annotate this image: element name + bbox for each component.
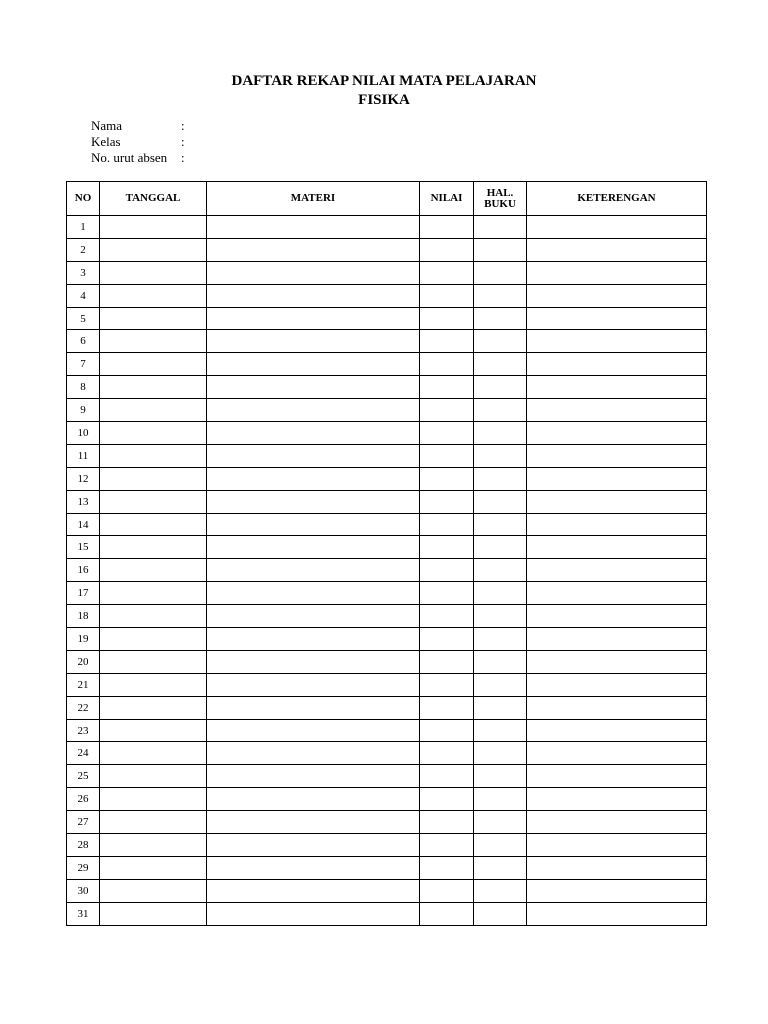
tanggal-cell <box>100 559 207 582</box>
nilai-cell <box>420 902 474 925</box>
row-number: 11 <box>67 444 100 467</box>
hal-buku-cell <box>474 673 527 696</box>
materi-cell <box>207 605 420 628</box>
keterangan-cell <box>527 834 707 857</box>
hal-buku-cell <box>474 582 527 605</box>
nilai-cell <box>420 261 474 284</box>
table-row <box>67 811 707 834</box>
materi-cell <box>207 902 420 925</box>
materi-cell <box>207 811 420 834</box>
tanggal-cell <box>100 742 207 765</box>
tanggal-cell <box>100 467 207 490</box>
hal-buku-cell <box>474 422 527 445</box>
row-number: 12 <box>67 467 100 490</box>
keterangan-cell <box>527 765 707 788</box>
hal-buku-cell <box>474 238 527 261</box>
nilai-cell <box>420 238 474 261</box>
row-number: 25 <box>67 765 100 788</box>
subject-title: FISIKA <box>358 92 410 108</box>
header-tanggal: TANGGAL <box>100 182 207 216</box>
keterangan-cell <box>527 879 707 902</box>
keterangan-cell <box>527 307 707 330</box>
tanggal-cell <box>100 216 207 239</box>
table-row <box>67 330 707 353</box>
nilai-cell <box>420 444 474 467</box>
hal-buku-cell <box>474 856 527 879</box>
info-row-nama <box>91 118 291 134</box>
nilai-cell <box>420 467 474 490</box>
keterangan-cell <box>527 284 707 307</box>
materi-cell <box>207 765 420 788</box>
tanggal-cell <box>100 536 207 559</box>
hal-buku-cell <box>474 216 527 239</box>
row-number: 29 <box>67 856 100 879</box>
info-label: Kelas <box>91 134 121 149</box>
keterangan-cell <box>527 399 707 422</box>
materi-cell <box>207 330 420 353</box>
materi-cell <box>207 284 420 307</box>
header-materi: MATERI <box>207 182 420 216</box>
table-row <box>67 467 707 490</box>
keterangan-cell <box>527 628 707 651</box>
table-header-row <box>67 182 707 216</box>
header-hal-buku <box>474 182 527 216</box>
nilai-cell <box>420 605 474 628</box>
materi-cell <box>207 834 420 857</box>
materi-cell <box>207 444 420 467</box>
table-row <box>67 284 707 307</box>
hal-buku-cell <box>474 261 527 284</box>
row-number: 28 <box>67 834 100 857</box>
tanggal-cell <box>100 856 207 879</box>
hal-buku-cell <box>474 696 527 719</box>
tanggal-cell <box>100 490 207 513</box>
hal-buku-cell <box>474 353 527 376</box>
nilai-cell <box>420 513 474 536</box>
header-keterangan: KETERENGAN <box>527 182 707 216</box>
table-row <box>67 399 707 422</box>
header-nilai: NILAI <box>420 182 474 216</box>
keterangan-cell <box>527 742 707 765</box>
nilai-cell <box>420 856 474 879</box>
hal-buku-cell <box>474 284 527 307</box>
tanggal-cell <box>100 513 207 536</box>
keterangan-cell <box>527 353 707 376</box>
materi-cell <box>207 353 420 376</box>
row-number: 6 <box>67 330 100 353</box>
nilai-cell <box>420 216 474 239</box>
tanggal-cell <box>100 605 207 628</box>
row-number: 20 <box>67 650 100 673</box>
table-row <box>67 444 707 467</box>
materi-cell <box>207 536 420 559</box>
materi-cell <box>207 422 420 445</box>
row-number: 13 <box>67 490 100 513</box>
nilai-cell <box>420 673 474 696</box>
keterangan-cell <box>527 559 707 582</box>
tanggal-cell <box>100 353 207 376</box>
keterangan-cell <box>527 856 707 879</box>
materi-cell <box>207 307 420 330</box>
table-row <box>67 238 707 261</box>
row-number: 1 <box>67 216 100 239</box>
materi-cell <box>207 879 420 902</box>
keterangan-cell <box>527 902 707 925</box>
row-number: 9 <box>67 399 100 422</box>
materi-cell <box>207 696 420 719</box>
nilai-cell <box>420 742 474 765</box>
table-row <box>67 307 707 330</box>
table-row <box>67 765 707 788</box>
row-number: 8 <box>67 376 100 399</box>
nilai-cell <box>420 834 474 857</box>
nilai-cell <box>420 879 474 902</box>
keterangan-cell <box>527 422 707 445</box>
keterangan-cell <box>527 811 707 834</box>
nilai-cell <box>420 353 474 376</box>
grade-recap-table <box>66 181 707 926</box>
row-number: 27 <box>67 811 100 834</box>
hal-buku-cell <box>474 399 527 422</box>
keterangan-cell <box>527 376 707 399</box>
tanggal-cell <box>100 307 207 330</box>
row-number: 18 <box>67 605 100 628</box>
nilai-cell <box>420 490 474 513</box>
nilai-cell <box>420 719 474 742</box>
materi-cell <box>207 261 420 284</box>
tanggal-cell <box>100 696 207 719</box>
row-number: 31 <box>67 902 100 925</box>
keterangan-cell <box>527 216 707 239</box>
row-number: 4 <box>67 284 100 307</box>
tanggal-cell <box>100 376 207 399</box>
table-row <box>67 536 707 559</box>
hal-buku-cell <box>474 490 527 513</box>
student-info <box>91 118 291 166</box>
materi-cell <box>207 490 420 513</box>
row-number: 17 <box>67 582 100 605</box>
tanggal-cell <box>100 330 207 353</box>
tanggal-cell <box>100 902 207 925</box>
nilai-cell <box>420 284 474 307</box>
materi-cell <box>207 788 420 811</box>
nilai-cell <box>420 811 474 834</box>
materi-cell <box>207 650 420 673</box>
tanggal-cell <box>100 879 207 902</box>
keterangan-cell <box>527 582 707 605</box>
hal-buku-cell <box>474 628 527 651</box>
hal-buku-cell <box>474 536 527 559</box>
info-label: Nama <box>91 118 123 133</box>
keterangan-cell <box>527 238 707 261</box>
nilai-cell <box>420 330 474 353</box>
hal-buku-cell <box>474 559 527 582</box>
header-hal-buku-line2: BUKU <box>484 197 516 210</box>
table-row <box>67 742 707 765</box>
materi-cell <box>207 628 420 651</box>
table-row <box>67 788 707 811</box>
row-number: 26 <box>67 788 100 811</box>
row-number: 2 <box>67 238 100 261</box>
nilai-cell <box>420 559 474 582</box>
row-number: 5 <box>67 307 100 330</box>
hal-buku-cell <box>474 444 527 467</box>
hal-buku-cell <box>474 879 527 902</box>
tanggal-cell <box>100 628 207 651</box>
table-row <box>67 261 707 284</box>
hal-buku-cell <box>474 902 527 925</box>
keterangan-cell <box>527 605 707 628</box>
materi-cell <box>207 513 420 536</box>
hal-buku-cell <box>474 719 527 742</box>
materi-cell <box>207 856 420 879</box>
materi-cell <box>207 238 420 261</box>
nilai-cell <box>420 696 474 719</box>
hal-buku-cell <box>474 376 527 399</box>
row-number: 21 <box>67 673 100 696</box>
row-number: 22 <box>67 696 100 719</box>
row-number: 24 <box>67 742 100 765</box>
tanggal-cell <box>100 582 207 605</box>
keterangan-cell <box>527 467 707 490</box>
hal-buku-cell <box>474 605 527 628</box>
keterangan-cell <box>527 330 707 353</box>
row-number: 3 <box>67 261 100 284</box>
table-row <box>67 628 707 651</box>
row-number: 23 <box>67 719 100 742</box>
hal-buku-cell <box>474 742 527 765</box>
row-number: 15 <box>67 536 100 559</box>
table-row <box>67 673 707 696</box>
keterangan-cell <box>527 788 707 811</box>
row-number: 7 <box>67 353 100 376</box>
materi-cell <box>207 673 420 696</box>
nilai-cell <box>420 582 474 605</box>
tanggal-cell <box>100 399 207 422</box>
hal-buku-cell <box>474 834 527 857</box>
tanggal-cell <box>100 811 207 834</box>
header-hal-buku-line1: HAL. <box>486 186 514 199</box>
materi-cell <box>207 742 420 765</box>
table-row <box>67 902 707 925</box>
table-row <box>67 513 707 536</box>
tanggal-cell <box>100 238 207 261</box>
row-number: 14 <box>67 513 100 536</box>
keterangan-cell <box>527 261 707 284</box>
tanggal-cell <box>100 673 207 696</box>
table-row <box>67 559 707 582</box>
keterangan-cell <box>527 536 707 559</box>
table-body <box>67 216 707 926</box>
keterangan-cell <box>527 513 707 536</box>
keterangan-cell <box>527 719 707 742</box>
header-no: NO <box>67 182 100 216</box>
table-row <box>67 490 707 513</box>
materi-cell <box>207 216 420 239</box>
hal-buku-cell <box>474 765 527 788</box>
table-row <box>67 879 707 902</box>
info-colon: : <box>181 134 185 149</box>
materi-cell <box>207 467 420 490</box>
row-number: 30 <box>67 879 100 902</box>
table-row <box>67 582 707 605</box>
table-row <box>67 605 707 628</box>
nilai-cell <box>420 650 474 673</box>
tanggal-cell <box>100 765 207 788</box>
tanggal-cell <box>100 444 207 467</box>
keterangan-cell <box>527 696 707 719</box>
hal-buku-cell <box>474 467 527 490</box>
table-row <box>67 376 707 399</box>
table-row <box>67 422 707 445</box>
row-number: 16 <box>67 559 100 582</box>
table-row <box>67 650 707 673</box>
materi-cell <box>207 582 420 605</box>
nilai-cell <box>420 399 474 422</box>
nilai-cell <box>420 307 474 330</box>
document-title: DAFTAR REKAP NILAI MATA PELAJARAN <box>231 73 537 89</box>
hal-buku-cell <box>474 811 527 834</box>
row-number: 10 <box>67 422 100 445</box>
table-row <box>67 834 707 857</box>
nilai-cell <box>420 765 474 788</box>
nilai-cell <box>420 628 474 651</box>
tanggal-cell <box>100 834 207 857</box>
tanggal-cell <box>100 788 207 811</box>
materi-cell <box>207 399 420 422</box>
nilai-cell <box>420 536 474 559</box>
tanggal-cell <box>100 261 207 284</box>
materi-cell <box>207 376 420 399</box>
keterangan-cell <box>527 673 707 696</box>
tanggal-cell <box>100 422 207 445</box>
info-row-kelas <box>91 134 291 150</box>
hal-buku-cell <box>474 650 527 673</box>
keterangan-cell <box>527 650 707 673</box>
keterangan-cell <box>527 444 707 467</box>
nilai-cell <box>420 376 474 399</box>
table-row <box>67 719 707 742</box>
row-number: 19 <box>67 628 100 651</box>
hal-buku-cell <box>474 330 527 353</box>
hal-buku-cell <box>474 788 527 811</box>
table-row <box>67 856 707 879</box>
info-colon: : <box>181 150 185 165</box>
table-row <box>67 216 707 239</box>
info-colon: : <box>181 118 185 133</box>
materi-cell <box>207 559 420 582</box>
tanggal-cell <box>100 719 207 742</box>
tanggal-cell <box>100 284 207 307</box>
nilai-cell <box>420 788 474 811</box>
keterangan-cell <box>527 490 707 513</box>
info-label: No. urut absen <box>91 150 168 165</box>
table-row <box>67 353 707 376</box>
table-row <box>67 696 707 719</box>
hal-buku-cell <box>474 513 527 536</box>
info-row-absen <box>91 150 291 166</box>
hal-buku-cell <box>474 307 527 330</box>
nilai-cell <box>420 422 474 445</box>
tanggal-cell <box>100 650 207 673</box>
materi-cell <box>207 719 420 742</box>
